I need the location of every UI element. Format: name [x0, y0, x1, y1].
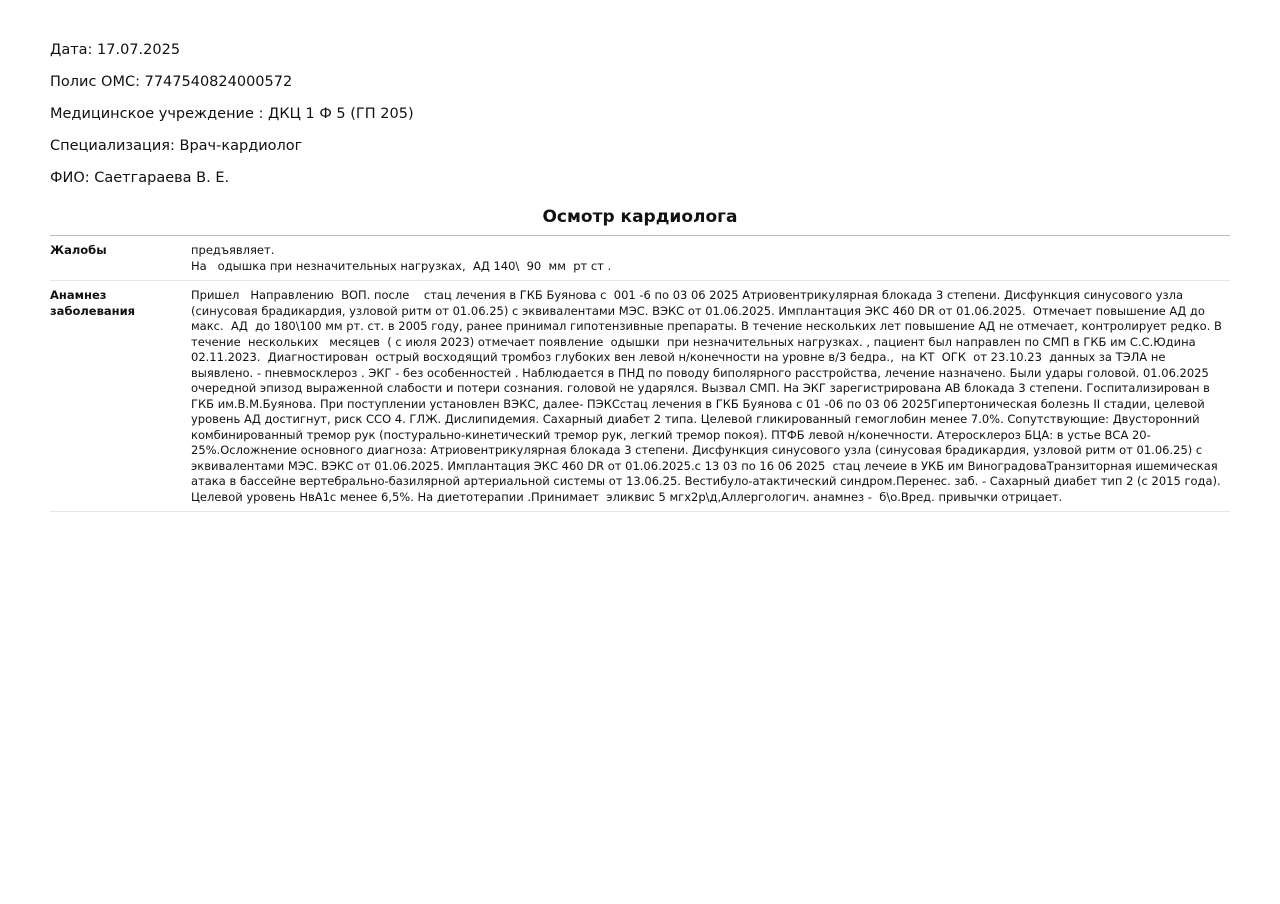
- complaints-label: Жалобы: [50, 243, 107, 257]
- patient-name-label: ФИО:: [50, 170, 90, 186]
- patient-name-value: Саетгараева В. Е.: [94, 170, 230, 186]
- policy-label: Полис ОМС:: [50, 74, 140, 90]
- specialization-value: Врач-кардиолог: [179, 138, 303, 154]
- anamnesis-text: Пришел Направлению ВОП. после стац лечения в ГКБ Буянова с 001 -6 по 03 06 2025 Атриовентрикулярная блокада 3 степени. Дисфункция синусового узла (синусовая брадикардия, узловой ритм от 01.06.25) с эквивалентами МЭС. ВЭКС от 01.06.2025. Имплантация ЭКС 460 DR от 01.06.2025. Отмечает повышение АД до макс. АД до 180\100 мм рт. ст. в 2005 году, ранее принимал гипотензивные препараты. В течение нескольких лет повышение АД не отмечает, контролирует редко. В течение нескольких месяцев ( с июля 2023) отмечает появление одышки при незначительных нагрузках. , пациент был направлен по СМП в ГКБ им С.С.Юдина 02.11.2023. Диагностирован острый восходящий тромбоз глубоких вен левой н/конечности на уровне в/3 бедра., на КТ ОГК от 23.10.23 данных за ТЭЛА не выявлено. - пневмосклероз . ЭКГ - без особенностей . Наблюдается в ПНД по поводу биполярного расстройства, лечение назначено. Были удары головой. 01.06.2025 очередной эпизод выраженной слабости и потери сознания. головой не ударялся. Вызвал СМП. На ЭКГ зарегистрирована АВ блокада 3 степени. Госпитализирован в ГКБ им.В.М.Буянова. При поступлении установлен ВЭКС, далее- ПЭКСстац лечения в ГКБ Буянова с 01 -06 по 03 06 2025Гипертоническая болезнь II стадии, целевой уровень АД достигнут, риск ССО 4. ГЛЖ. Дислипидемия. Сахарный диабет 2 типа. Целевой гликированный гемоглобин менее 7.0%. Сопутствующие: Двусторонний комбинированный тремор рук (постурально-кинетический тремор рук, легкий тремор покоя). ПТФБ левой н/конечности. Атеросклероз БЦА: в устье ВСА 20-25%.Осложнение основного диагноза: Атриовентрикулярная блокада 3 степени. Дисфункция синусового узла (синусовая брадикардия, узловой ритм от 01.06.25) с эквивалентами МЭС. ВЭКС от 01.06.2025. Имплантация ЭКС 460 DR от 01.06.2025.с 13 03 по 16 06 2025 стац лечеие в УКБ им ВиноградоваТранзиторная ишемическая атака в бассейне вертебрально-базилярной артериальной системы от 13.06.25. Вестибуло-атактический синдром.Перенес. заб. - Сахарный диабет тип 2 (с 2015 года). Целевой уровень НвА1с менее 6,5%. На диетотерапии .Принимает эликвис 5 мгх2р\д,Аллергологич. анамнез - б\о.Вред. привычки отрицает.: [191, 288, 1226, 504]
- specialization-line: [50, 136, 1230, 156]
- date-value: 17.07.2025: [97, 42, 181, 58]
- policy-line: [50, 72, 1230, 92]
- sections-table: [50, 235, 1230, 512]
- date-line: [50, 40, 1230, 60]
- institution-value: ДКЦ 1 Ф 5 (ГП 205): [268, 106, 414, 122]
- document-page: [50, 40, 1230, 512]
- policy-value: 7747540824000572: [144, 74, 293, 90]
- patient-name-line: [50, 168, 1230, 188]
- institution-label: Медицинское учреждение :: [50, 106, 264, 122]
- complaints-text: предъявляет. На одышка при незначительных нагрузках, АД 140\ 90 мм рт ст .: [191, 243, 612, 273]
- specialization-label: Специализация:: [50, 138, 175, 154]
- anamnesis-row: [50, 281, 1230, 512]
- date-label: Дата:: [50, 42, 93, 58]
- document-title: Осмотр кардиолога: [542, 207, 738, 227]
- anamnesis-label: Анамнез заболевания: [50, 288, 136, 318]
- complaints-row: [50, 236, 1230, 281]
- institution-line: [50, 104, 1230, 124]
